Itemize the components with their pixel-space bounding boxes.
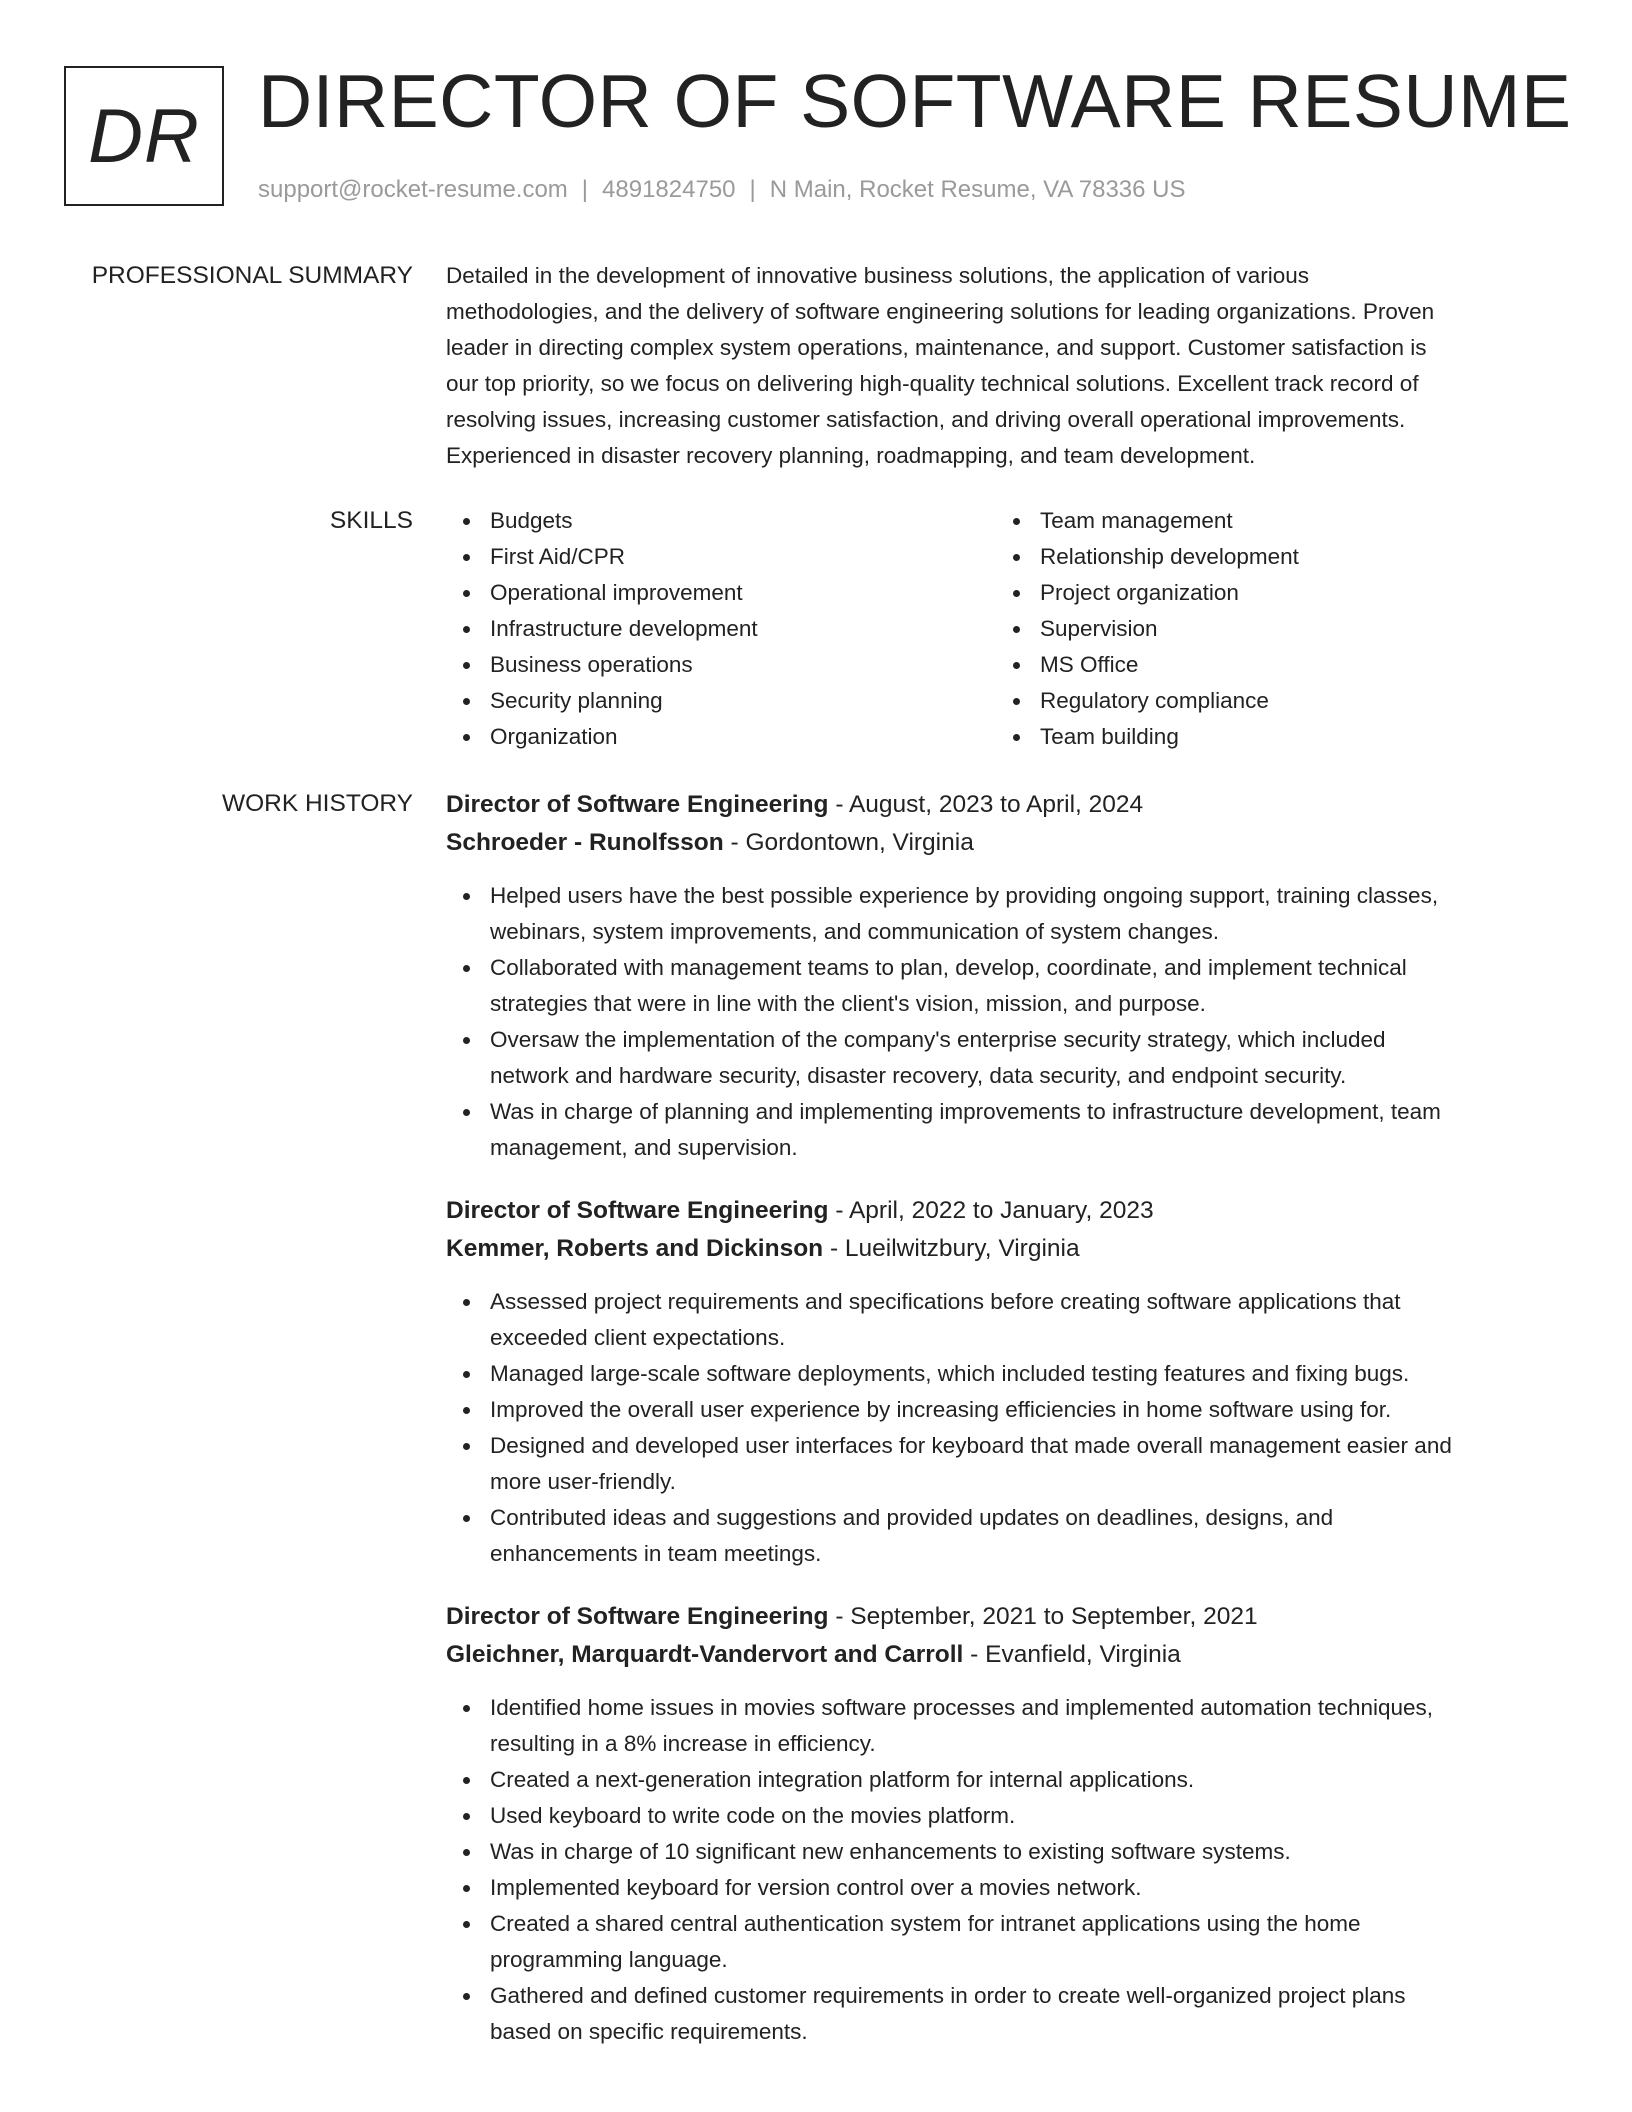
work-history-heading: WORK HISTORY xyxy=(221,790,413,817)
job-bullet xyxy=(490,1870,1546,1906)
skill-item: Security planning xyxy=(490,683,996,719)
skill-item: Relationship development xyxy=(1040,539,1546,575)
bullet-line: Managed large-scale software deployments, which included testing features and fixing bugs. xyxy=(490,1361,1410,1386)
summary-line: Detailed in the development of innovative business solutions, the application of various xyxy=(446,263,1310,288)
work-history-body xyxy=(446,786,1546,2076)
job-location: - Lueilwitzbury, Virginia xyxy=(823,1235,1080,1262)
summary-body xyxy=(446,258,1546,474)
job-bullet xyxy=(490,1690,1546,1762)
job-company-line xyxy=(446,1636,1546,1674)
skill-item: Budgets xyxy=(490,503,996,539)
job-dates: - September, 2021 to September, 2021 xyxy=(828,1603,1258,1630)
bullet-line: Identified home issues in movies software processes and implemented automation techniques, xyxy=(490,1695,1434,1720)
job-location: - Evanfield, Virginia xyxy=(963,1641,1181,1668)
bullet-line: Designed and developed user interfaces for keyboard that made overall management easier and xyxy=(490,1433,1452,1458)
bullet-line: strategies that were in line with the client's vision, mission, and purpose. xyxy=(490,991,1206,1016)
job-entry xyxy=(446,1192,1546,1572)
skills-body xyxy=(446,503,1546,755)
job-bullets xyxy=(446,1284,1546,1572)
resume-title: DIRECTOR OF SOFTWARE RESUME xyxy=(258,59,1572,143)
job-bullet xyxy=(490,878,1546,950)
contact-line xyxy=(258,174,1186,206)
job-bullet xyxy=(490,1094,1546,1166)
bullet-line: Gathered and defined customer requirements in order to create well-organized project plans xyxy=(490,1983,1406,2008)
skill-item: Team building xyxy=(1040,719,1546,755)
job-bullet xyxy=(490,950,1546,1022)
skill-item: First Aid/CPR xyxy=(490,539,996,575)
bullet-line: exceeded client expectations. xyxy=(490,1325,786,1350)
contact-separator: | xyxy=(749,176,756,203)
job-entry xyxy=(446,786,1546,1166)
bullet-line: Used keyboard to write code on the movies platform. xyxy=(490,1803,1016,1828)
job-bullet xyxy=(490,1978,1546,2050)
skill-item: Infrastructure development xyxy=(490,611,996,647)
bullet-line: webinars, system improvements, and communication of system changes. xyxy=(490,919,1220,944)
skill-item: MS Office xyxy=(1040,647,1546,683)
summary-line: leader in directing complex system operations, maintenance, and support. Customer satisfaction is xyxy=(446,335,1427,360)
bullet-line: based on specific requirements. xyxy=(490,2019,808,2044)
job-bullet xyxy=(490,1392,1546,1428)
bullet-line: programming language. xyxy=(490,1947,728,1972)
job-bullets xyxy=(446,878,1546,1166)
job-title-line xyxy=(446,1598,1546,1636)
job-title-line xyxy=(446,786,1546,824)
bullet-line: management, and supervision. xyxy=(490,1135,798,1160)
job-bullet xyxy=(490,1834,1546,1870)
skill-item: Operational improvement xyxy=(490,575,996,611)
bullet-line: Collaborated with management teams to plan, develop, coordinate, and implement technical xyxy=(490,955,1407,980)
job-company-line xyxy=(446,824,1546,862)
job-bullet xyxy=(490,1284,1546,1356)
bullet-line: Assessed project requirements and specifications before creating software applications that xyxy=(490,1289,1401,1314)
bullet-line: Created a next-generation integration platform for internal applications. xyxy=(490,1767,1195,1792)
job-title: Director of Software Engineering xyxy=(446,1603,829,1630)
job-location: - Gordontown, Virginia xyxy=(723,829,974,856)
skill-item: Supervision xyxy=(1040,611,1546,647)
skill-item: Regulatory compliance xyxy=(1040,683,1546,719)
job-title: Director of Software Engineering xyxy=(446,791,829,818)
job-bullet xyxy=(490,1798,1546,1834)
summary-line: our top priority, so we focus on delivering high-quality technical solutions. Excellent track record of xyxy=(446,371,1419,396)
skills-heading: SKILLS xyxy=(329,507,413,534)
summary-line: Experienced in disaster recovery planning, roadmapping, and team development. xyxy=(446,443,1256,468)
skill-item: Project organization xyxy=(1040,575,1546,611)
bullet-line: more user-friendly. xyxy=(490,1469,676,1494)
job-bullet xyxy=(490,1022,1546,1094)
summary-heading: PROFESSIONAL SUMMARY xyxy=(91,262,413,289)
job-bullet xyxy=(490,1762,1546,1798)
bullet-line: Contributed ideas and suggestions and provided updates on deadlines, designs, and xyxy=(490,1505,1334,1530)
bullet-line: Created a shared central authentication system for intranet applications using the home xyxy=(490,1911,1361,1936)
job-company-line xyxy=(446,1230,1546,1268)
summary-paragraph xyxy=(446,258,1546,474)
job-bullet xyxy=(490,1500,1546,1572)
job-dates: - April, 2022 to January, 2023 xyxy=(828,1197,1154,1224)
summary-line: methodologies, and the delivery of software engineering solutions for leading organizations. Proven xyxy=(446,299,1435,324)
job-company: Gleichner, Marquardt-Vandervort and Carroll xyxy=(446,1641,964,1668)
skills-list-left xyxy=(446,503,996,755)
contact-separator: | xyxy=(581,176,589,203)
bullet-line: enhancements in team meetings. xyxy=(490,1541,822,1566)
contact-address: N Main, Rocket Resume, VA 78336 US xyxy=(769,176,1186,203)
job-entry xyxy=(446,1598,1546,2050)
skills-list-right xyxy=(996,503,1546,755)
contact-phone: 4891824750 xyxy=(602,176,736,203)
job-bullet xyxy=(490,1906,1546,1978)
bullet-line: Oversaw the implementation of the company's enterprise security strategy, which included xyxy=(490,1027,1386,1052)
summary-line: resolving issues, increasing customer satisfaction, and driving overall operational improvements. xyxy=(446,407,1406,432)
bullet-line: Was in charge of 10 significant new enhancements to existing software systems. xyxy=(490,1839,1291,1864)
job-bullet xyxy=(490,1428,1546,1500)
job-bullet xyxy=(490,1356,1546,1392)
job-dates: - August, 2023 to April, 2024 xyxy=(828,791,1144,818)
job-company: Kemmer, Roberts and Dickinson xyxy=(446,1235,824,1262)
bullet-line: Was in charge of planning and implementing improvements to infrastructure development, team xyxy=(490,1099,1441,1124)
job-company: Schroeder - Runolfsson xyxy=(446,829,724,856)
bullet-line: Implemented keyboard for version control over a movies network. xyxy=(490,1875,1142,1900)
skill-item: Business operations xyxy=(490,647,996,683)
job-bullets xyxy=(446,1690,1546,2050)
bullet-line: Helped users have the best possible experience by providing ongoing support, training classes, xyxy=(490,883,1439,908)
monogram-badge: DR xyxy=(64,66,224,206)
bullet-line: network and hardware security, disaster recovery, data security, and endpoint security. xyxy=(490,1063,1347,1088)
skill-item: Team management xyxy=(1040,503,1546,539)
contact-email: support@rocket-resume.com xyxy=(258,176,568,203)
job-title: Director of Software Engineering xyxy=(446,1197,829,1224)
skill-item: Organization xyxy=(490,719,996,755)
job-title-line xyxy=(446,1192,1546,1230)
bullet-line: resulting in a 8% increase in efficiency. xyxy=(490,1731,876,1756)
bullet-line: Improved the overall user experience by increasing efficiencies in home software using for. xyxy=(490,1397,1392,1422)
